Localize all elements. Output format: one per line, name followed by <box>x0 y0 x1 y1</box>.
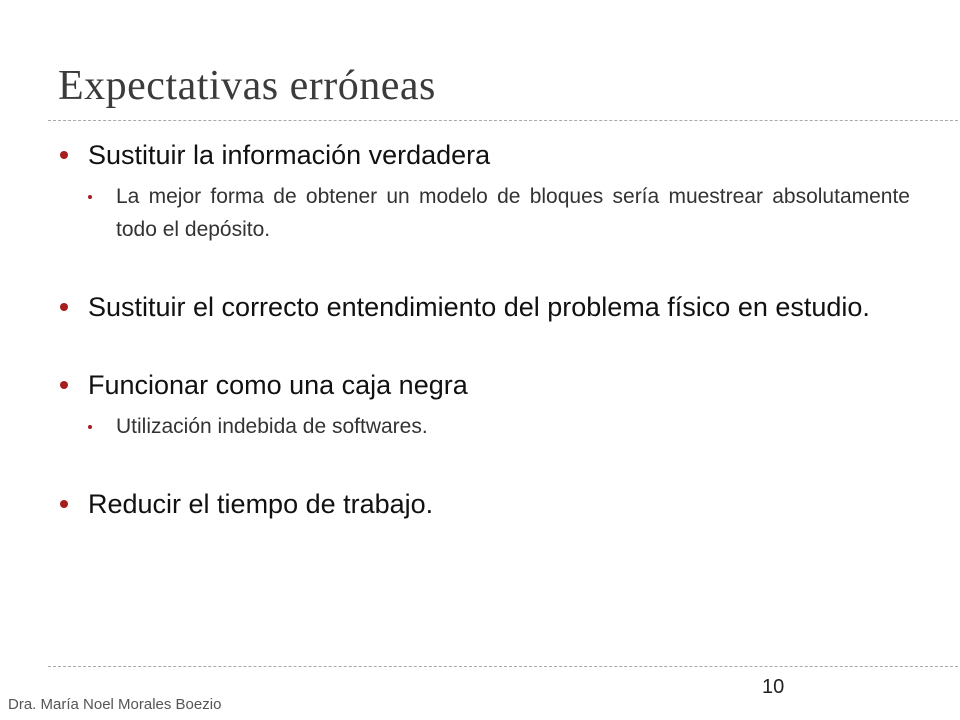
sub-bullet-item <box>60 410 910 443</box>
bullet-item <box>60 136 910 174</box>
bullet-text: Sustituir la información verdadera <box>88 140 491 170</box>
bullet-text: Reducir el tiempo de trabajo. <box>88 489 434 519</box>
sub-bullet-item <box>60 180 910 246</box>
sub-bullet-icon <box>88 195 92 199</box>
bullet-icon <box>60 500 68 508</box>
bullet-item <box>60 485 910 523</box>
sub-bullet-text: Utilización indebida de softwares. <box>116 415 428 438</box>
bullet-icon <box>60 303 68 311</box>
page-number: 10 <box>762 676 785 698</box>
bullet-icon <box>60 381 68 389</box>
sub-bullet-text: La mejor forma de obtener un modelo de bloques sería muestrear absolutamente todo el depósito. <box>116 185 910 241</box>
title-divider <box>48 120 960 121</box>
bullet-text: Funcionar como una caja negra <box>88 370 468 400</box>
footer-divider <box>48 666 960 667</box>
author-credit: Dra. María Noel Morales Boezio <box>8 696 222 713</box>
bullet-item <box>60 366 910 404</box>
bullet-icon <box>60 151 68 159</box>
slide-title: Expectativas erróneas <box>58 63 436 109</box>
slide-body <box>60 136 910 523</box>
bullet-item <box>60 288 910 326</box>
bullet-text: Sustituir el correcto entendimiento del problema físico en estudio. <box>88 292 870 322</box>
sub-bullet-icon <box>88 425 92 429</box>
